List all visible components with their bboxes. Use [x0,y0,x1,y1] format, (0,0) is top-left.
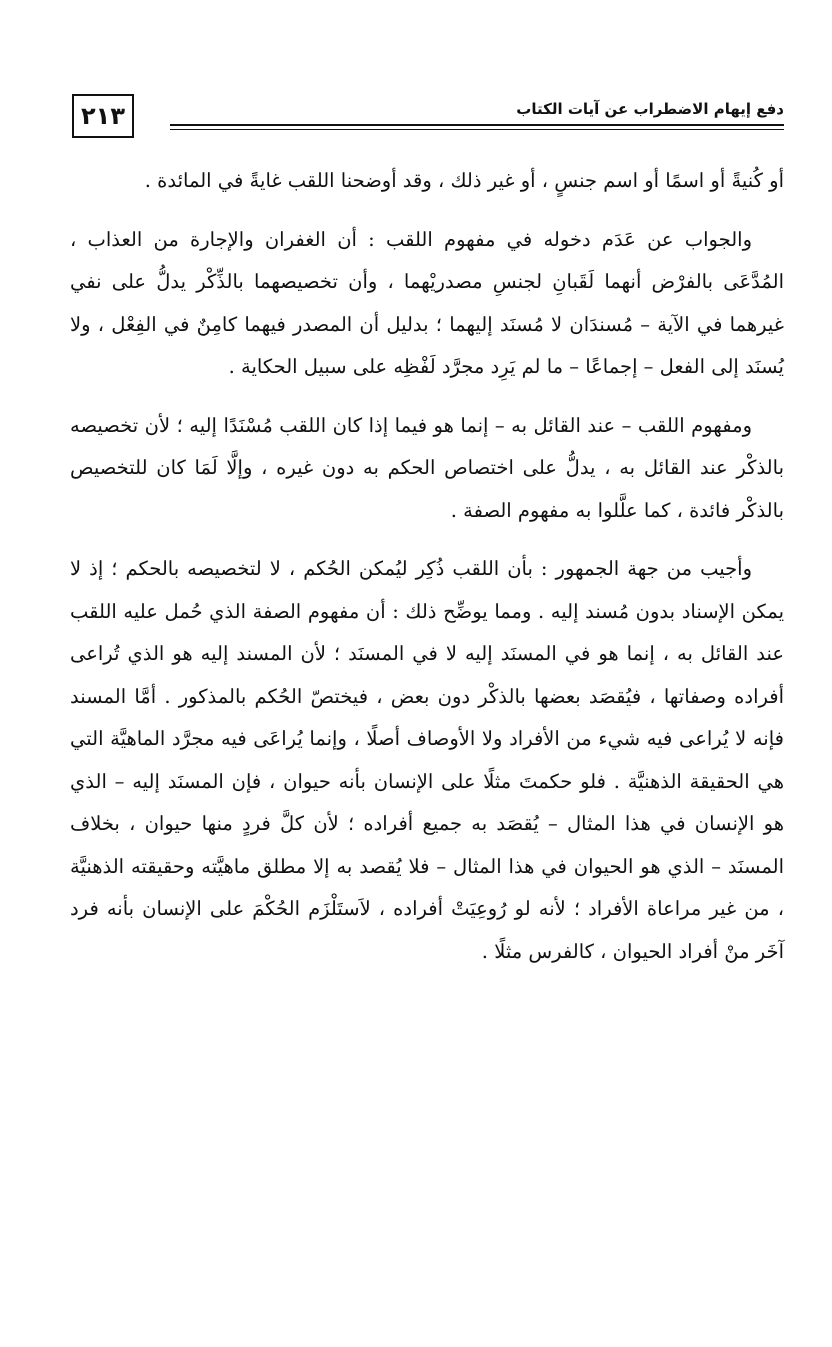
page-number: ٢١٣ [72,94,134,138]
header-rule [170,124,784,126]
header-rule-thin [170,129,784,130]
paragraph: ومفهوم اللقب – عند القائل به – إنما هو فيما إذا كان اللقب مُسْنَدًا إليه ؛ لأن تخصيصه بالذكْر عند القائل به ، يدلُّ على اختصاص الحكم به دون غيره ، وإلَّا لَمَا كان للتخصيص بالذكْر فائدة ، كما علَّلوا به مفهوم الصفة . [70,413,784,522]
paragraph: والجواب عن عَدَم دخوله في مفهوم اللقب : أن الغفران والإجارة من العذاب ، المُدَّعَى بالفرْض أنهما لَقَبانِ لجنسِ مصدريْهما ، وأن تخصيصهما بالذِّكْر يدلُّ على نفي غيرهما في الآية – مُسندَان لا مُسنَد إليهما ؛ بدليل أن المصدر فيهما كامِنٌ في الفِعْل ، ولا يُسنَد إلى الفعل – إجماعًا – ما لم يَرِد مجرَّد لَفْظِه على سبيل الحكاية . [70,227,784,378]
paragraph: أو كُنيةً أو اسمًا أو اسم جنسٍ ، أو غير ذلك ، وقد أوضحنا اللقب غايةً في المائدة . [144,169,784,192]
paragraph: وأجيب من جهة الجمهور : بأن اللقب ذُكِر ليُمكن الحُكم ، لا لتخصيصه بالحكم ؛ إذ لا يمكن الإسناد بدون مُسند إليه . ومما يوضِّح ذلك : أن مفهوم الصفة الذي حُمل عليه اللقب عند القائل به ، إنما هو في المسنَد إليه لا في المسنَد ؛ لأن المسند إليه هو الذي تُراعى أفراده وصفاتها ، فيُقصَد بعضها بالذكْر دون بعض ، فيختصّ الحُكم بالمذكور . أمَّا المسند فإنه لا يُراعى فيه شيء من الأفراد ولا الأوصاف أصلًا ، وإنما يُراعَى فيه مجرَّد الماهيَّة التي هي الحقيقة الذهنيَّة . فلو حكمتَ مثلًا على الإنسان بأنه حيوان ، فإن المسنَد إليه – الذي هو الإنسان في هذا المثال – يُقصَد به جميع أفراده ؛ لأن كلَّ فردٍ منها حيوان ، بخلاف المسنَد – الذي هو الحيوان في هذا المثال – فلا يُقصد به إلا مطلق ماهيَّته وحقيقته الذهنيَّة ، من غير مراعاة الأفراد ؛ لأنه لو رُوعِيَتْ أفراده ، لاَستَلْزَم الحُكْمَ على الإنسان بأنه فرد آخَر منْ أفراد الحيوان ، كالفرس مثلًا . [70,557,784,963]
running-title: دفع إيهام الاضطراب عن آيات الكتاب [516,100,784,118]
body-text [70,160,784,989]
